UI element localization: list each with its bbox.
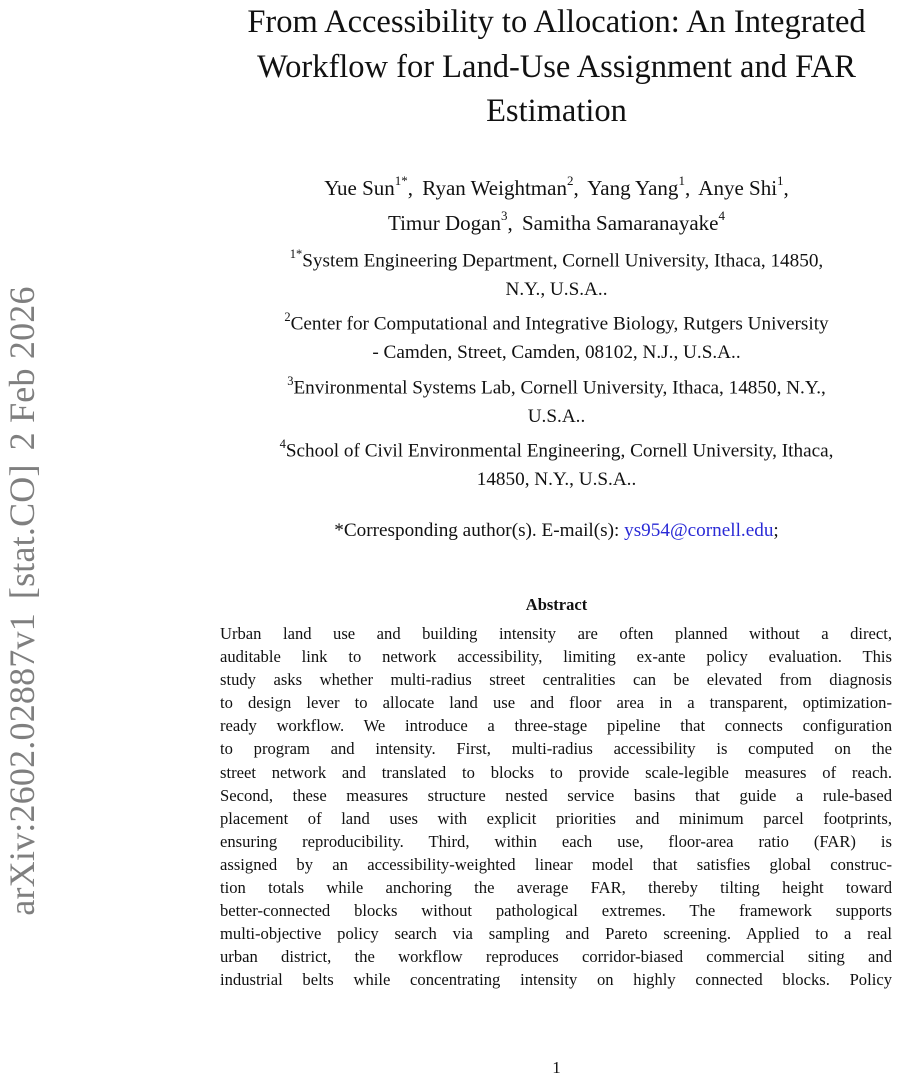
affiliation-marker: 3 xyxy=(287,373,294,388)
affiliation-marker: 3 xyxy=(500,208,508,223)
author: Timur Dogan$^3$, xyxy=(387,208,513,235)
abstract-line: better-connected blocks without pathological extremes. The framework supports xyxy=(220,901,892,921)
author: Ryan Weightman$^2$, xyxy=(422,173,579,200)
affiliation-marker: 4 xyxy=(279,437,286,452)
author: Yue Sun$^{1*}$, xyxy=(324,173,414,200)
abstract-line: to program and intensity. First, multi-radius accessibility is computed on the xyxy=(220,739,892,759)
abstract-heading: Abstract xyxy=(525,595,588,614)
abstract-line: placement of land uses with explicit priorities and minimum parcel footprints, xyxy=(220,808,892,828)
arxiv-date: 2 Feb 2026 xyxy=(2,286,42,451)
abstract-body xyxy=(220,622,892,992)
author: Samitha Samaranayake$^4$ xyxy=(521,208,725,235)
abstract-line: auditable link to network accessibility, limiting ex-ante policy evaluation. This xyxy=(220,647,892,667)
affiliation-marker: 1* xyxy=(289,247,303,261)
abstract-line: tion totals while anchoring the average FAR, thereby tilting height toward xyxy=(220,878,892,898)
affiliation-marker: 2 xyxy=(566,173,574,188)
affiliation-marker: 1* xyxy=(394,173,408,188)
affiliation-marker: 4 xyxy=(718,208,725,223)
title-line: From Accessibility to Allocation: An Integrated xyxy=(247,4,866,40)
author: Anye Shi$^1$, xyxy=(698,173,789,200)
arxiv-stamp xyxy=(1,272,43,915)
affiliation-marker: 1 xyxy=(777,173,784,188)
corresponding-author: *Corresponding author(s). E-mail(s): ys954@cornell.edu; xyxy=(334,520,779,541)
affiliation-list xyxy=(200,241,913,495)
affiliation: $^3$Environmental Systems Lab, Cornell University, Ithaca, 14850, N.Y., U.S.A.. xyxy=(287,373,826,427)
abstract-line: urban district, the workflow reproduces corridor-biased commercial siting and xyxy=(220,947,892,967)
abstract-line: assigned by an accessibility-weighted linear model that satisfies global construc- xyxy=(220,854,892,874)
abstract-line: Second, these measures structure nested service basins that guide a rule-based xyxy=(220,785,892,805)
affiliation: $^2$Center for Computational and Integrative Biology, Rutgers University - Camden, Street, Camden, 08102, N.J., U.S.A.. xyxy=(284,310,829,364)
abstract-line: ensuring reproducibility. Third, within each use, floor-area ratio (FAR) is xyxy=(220,831,892,851)
title-line: Workflow for Land-Use Assignment and FAR xyxy=(257,48,856,85)
affiliation-marker: 2 xyxy=(284,310,291,325)
abstract-line: ready workflow. We introduce a three-stage pipeline that connects configuration xyxy=(220,716,892,736)
abstract-line: Urban land use and building intensity are often planned without a direct, xyxy=(220,624,892,643)
email-link[interactable]: ys954@cornell.edu xyxy=(624,520,774,541)
affiliation: $^4$School of Civil Environmental Engineering, Cornell University, Ithaca, 14850, N.Y., U.S.A.. xyxy=(279,437,834,491)
abstract-line: street network and translated to blocks to provide scale-legible measures of reach. xyxy=(220,762,892,782)
author-line xyxy=(200,203,913,238)
author-list xyxy=(200,168,913,238)
author-line xyxy=(200,168,913,203)
page-number: 1 xyxy=(552,1058,561,1077)
arxiv-id: arXiv:2602.02887v1 xyxy=(2,613,42,916)
corresponding-label: *Corresponding author(s). E-mail(s): xyxy=(334,520,625,541)
abstract-line: industrial belts while concentrating intensity on highly connected blocks. Policy xyxy=(220,970,892,990)
abstract-line: to design lever to allocate land use and floor area in a transparent, optimization- xyxy=(220,693,892,713)
abstract-line: multi-objective policy search via sampling and Pareto screening. Applied to a real xyxy=(220,924,892,944)
paper-title xyxy=(200,0,913,134)
affiliation-marker: 1 xyxy=(678,173,685,188)
arxiv-category: [stat.CO] xyxy=(2,464,42,600)
author: Yang Yang$^1$, xyxy=(587,173,691,200)
abstract-line: study asks whether multi-radius street centralities can be elevated from diagnosis xyxy=(220,670,892,690)
affiliation: $^{1*}$System Engineering Department, Cornell University, Ithaca, 14850, N.Y., U.S.A.. xyxy=(289,247,824,300)
title-line: Estimation xyxy=(486,93,627,129)
